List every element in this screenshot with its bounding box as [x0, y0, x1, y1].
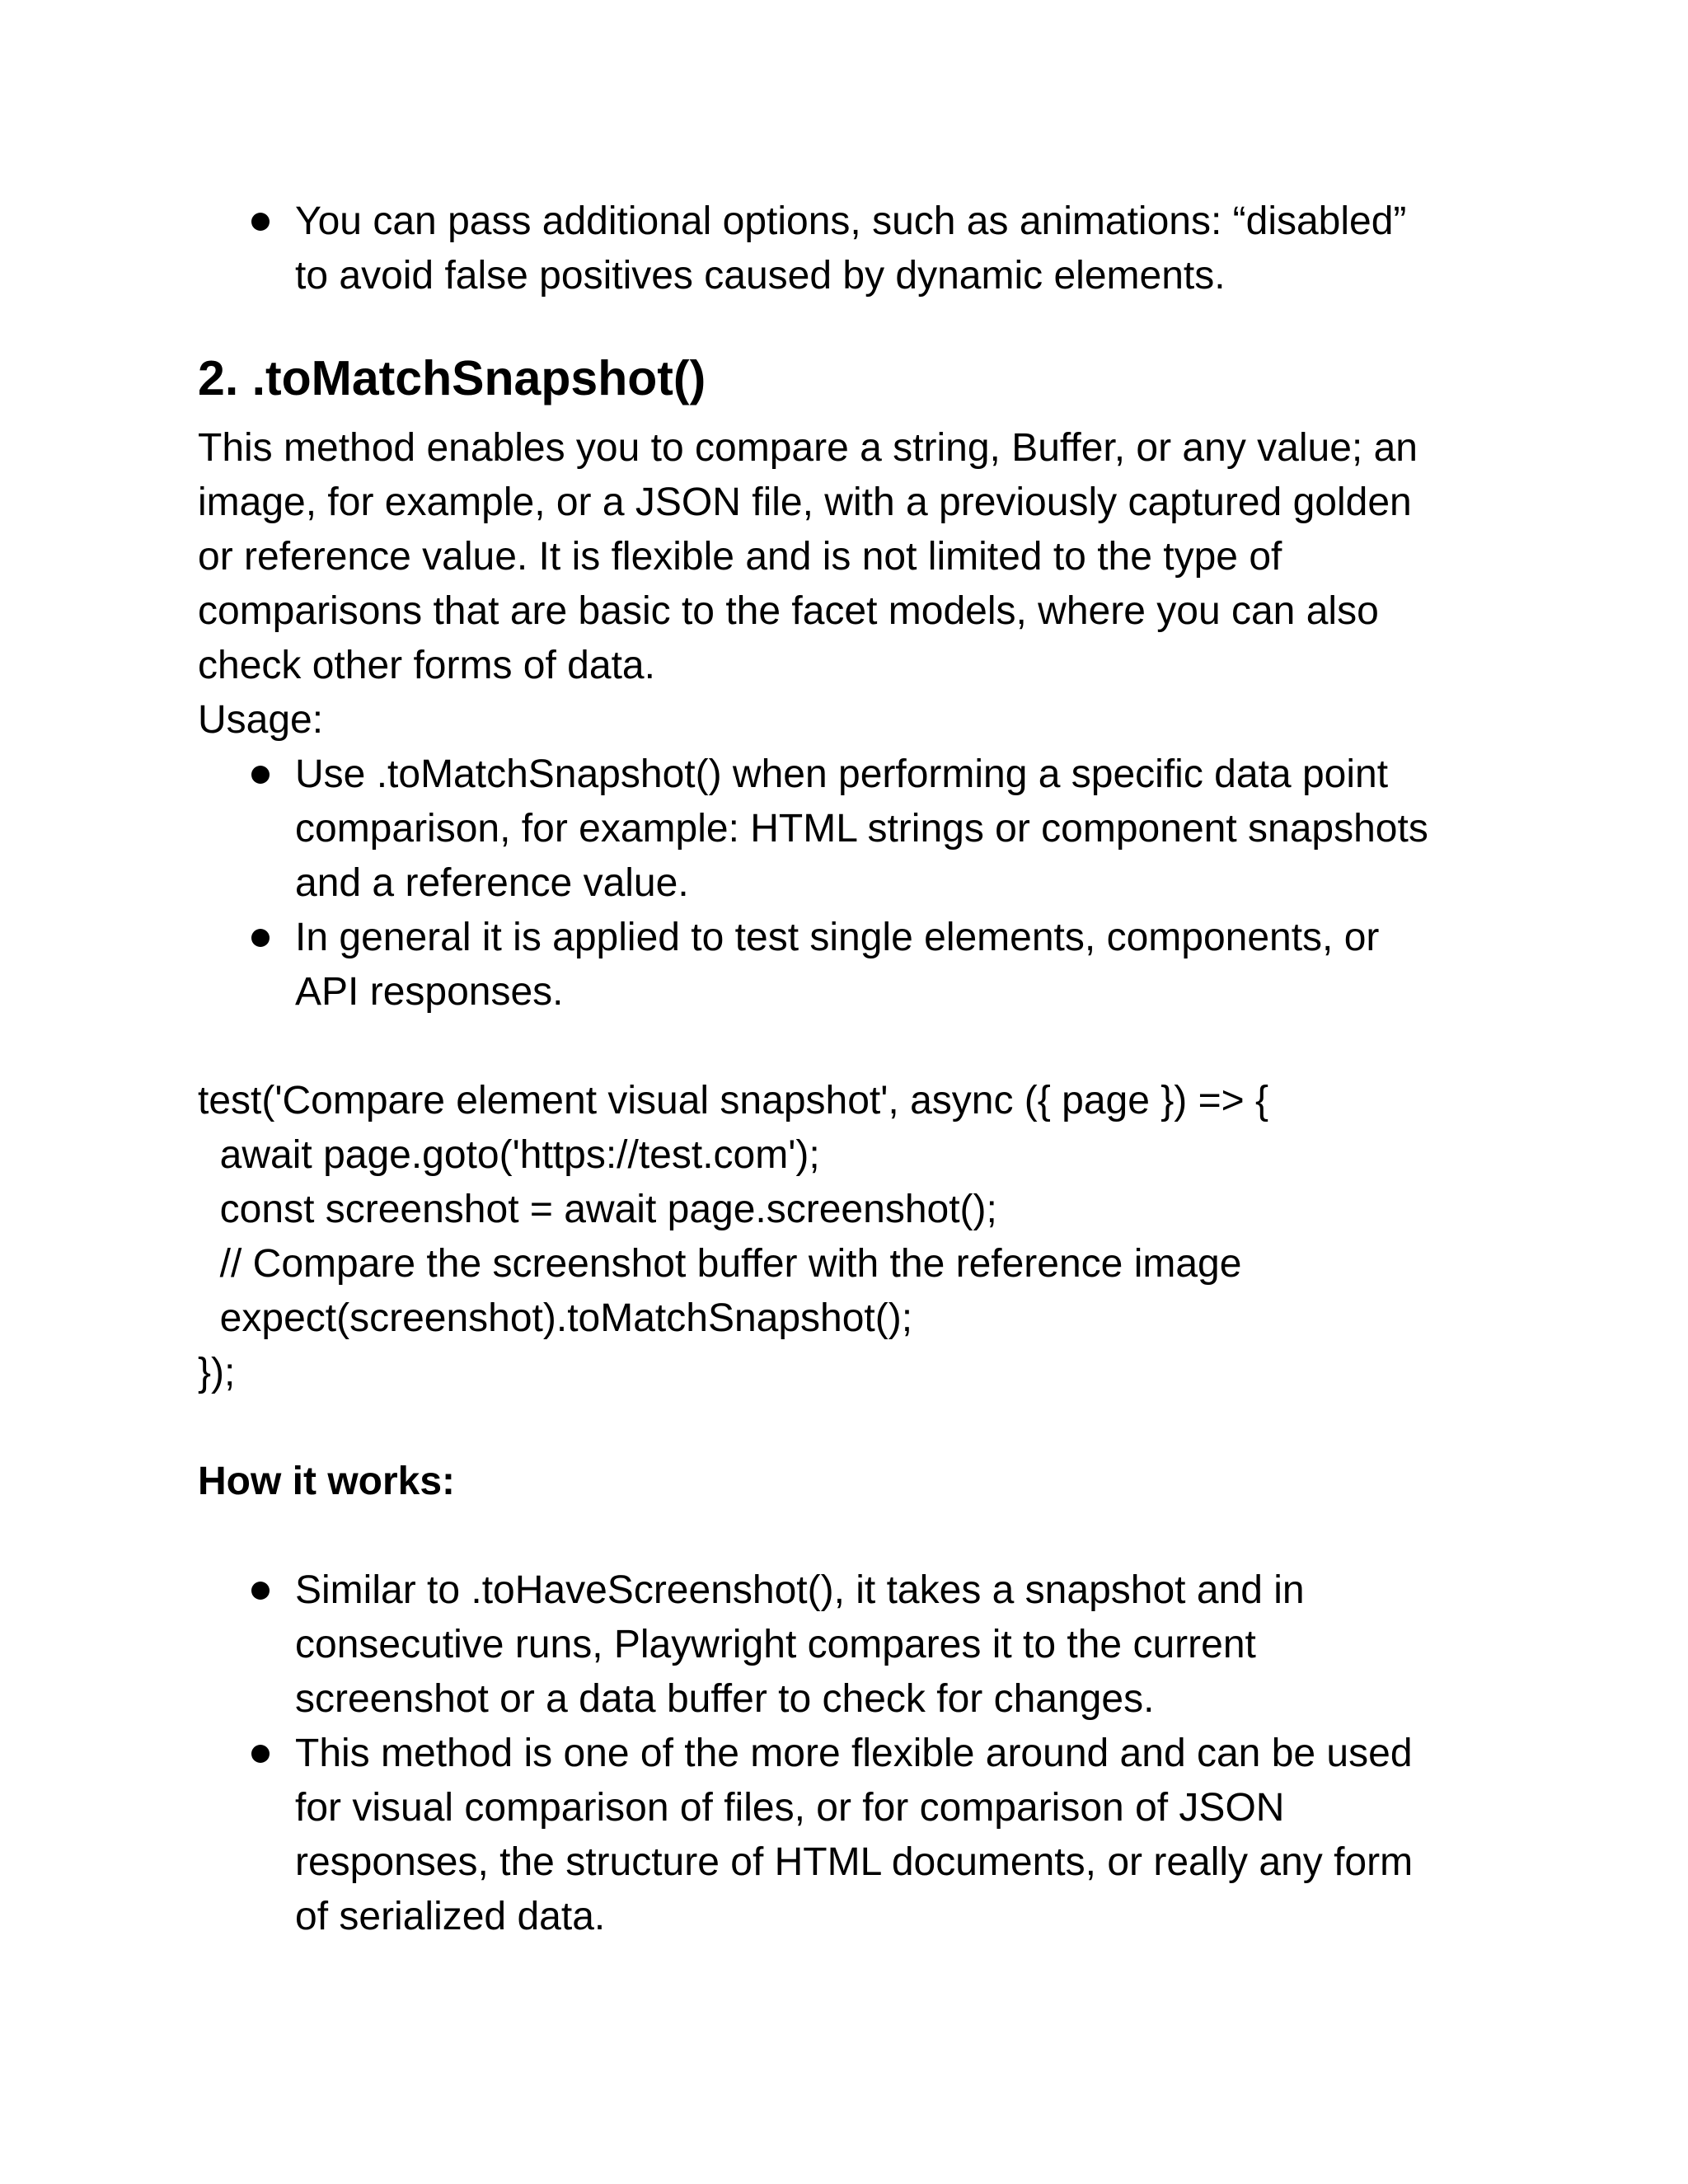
bullet-line: comparison, for example: HTML strings or component snapshots	[295, 807, 1428, 851]
bullet-line: API responses.	[295, 970, 564, 1014]
code-line: expect(screenshot).toMatchSnapshot();	[198, 1296, 913, 1340]
bullet-icon	[251, 929, 270, 947]
bullet-line: responses, the structure of HTML documents, or really any form	[295, 1840, 1414, 1884]
code-line: const screenshot = await page.screenshot();	[198, 1188, 997, 1231]
bullet-line: and a reference value.	[295, 861, 689, 905]
paragraph-line: or reference value. It is flexible and is not limited to the type of	[198, 535, 1282, 579]
code-line: });	[198, 1351, 236, 1394]
bullet-line: Similar to .toHaveScreenshot(), it takes a snapshot and in	[295, 1568, 1305, 1612]
bullet-line: You can pass additional options, such as animations: “disabled”	[295, 199, 1407, 243]
bullet-line: to avoid false positives caused by dynamic elements.	[295, 254, 1226, 298]
bullet-icon	[251, 766, 270, 784]
bullet-line: for visual comparison of files, or for comparison of JSON	[295, 1786, 1285, 1830]
bullet-line: Use .toMatchSnapshot() when performing a specific data point	[295, 752, 1389, 796]
code-line: await page.goto('https://test.com');	[198, 1133, 820, 1177]
bullet-line: In general it is applied to test single elements, components, or	[295, 916, 1380, 959]
bullet-icon	[251, 1582, 270, 1600]
bullet-line: consecutive runs, Playwright compares it to the current	[295, 1623, 1256, 1666]
bullet-line: screenshot or a data buffer to check for changes.	[295, 1677, 1155, 1721]
paragraph-line: check other forms of data.	[198, 644, 655, 687]
section-heading: 2. .toMatchSnapshot()	[198, 351, 706, 405]
paragraph-line: image, for example, or a JSON file, with a previously captured golden	[198, 480, 1412, 524]
bullet-line: of serialized data.	[295, 1895, 606, 1938]
code-line: test('Compare element visual snapshot', async ({ page }) => {	[198, 1079, 1269, 1122]
bullet-icon	[251, 213, 270, 231]
code-line: // Compare the screenshot buffer with the reference image	[198, 1242, 1242, 1286]
paragraph-line: This method enables you to compare a string, Buffer, or any value; an	[198, 426, 1418, 470]
bullet-line: This method is one of the more flexible around and can be used	[295, 1732, 1413, 1775]
how-it-works-label: How it works:	[198, 1460, 456, 1503]
usage-label: Usage:	[198, 698, 324, 742]
paragraph-line: comparisons that are basic to the facet models, where you can also	[198, 589, 1379, 633]
bullet-icon	[251, 1745, 270, 1763]
